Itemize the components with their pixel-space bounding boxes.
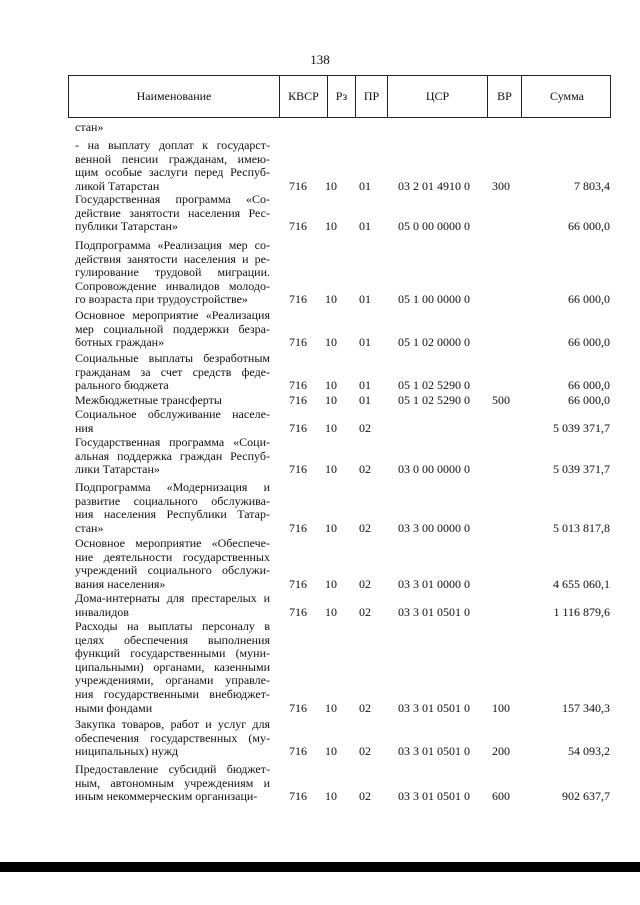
row-name-line: Основное мероприятие «Реализация <box>75 309 270 322</box>
row-name-line: венной пенсии гражданам, имею- <box>75 152 270 166</box>
row-kvsr: 716 <box>289 744 307 759</box>
row-kvsr: 716 <box>289 378 307 393</box>
row-rz: 10 <box>325 178 337 193</box>
row-rz: 10 <box>325 420 337 435</box>
row-name-line: ципальными) органами, казенными <box>75 660 270 674</box>
row-vr: 300 <box>492 178 510 193</box>
row-rz: 10 <box>325 292 337 307</box>
row-sum: 66 000,0 <box>568 292 610 307</box>
row-kvsr: 716 <box>289 520 307 535</box>
row-name-line: ния <box>75 420 94 435</box>
row-vr: 200 <box>492 744 510 759</box>
row-name-line: Сопровождение инвалидов молодо- <box>75 279 270 293</box>
header-pr: ПР <box>355 76 387 117</box>
row-csr: 03 3 01 0501 0 <box>398 700 470 715</box>
row-kvsr: 716 <box>289 393 307 407</box>
row-name <box>75 620 270 715</box>
row-name <box>75 121 270 135</box>
row-name-line: Социальные выплаты безработным <box>75 352 270 365</box>
row-name <box>75 139 270 193</box>
row-pr: 02 <box>359 420 371 435</box>
row-name <box>75 394 270 408</box>
header-name: Наименование <box>136 89 212 103</box>
row-rz: 10 <box>325 462 337 477</box>
row-name <box>75 239 270 307</box>
row-rz: 10 <box>325 520 337 535</box>
header-csr: ЦСР <box>387 76 487 117</box>
row-pr: 02 <box>359 520 371 535</box>
row-csr: 03 3 00 0000 0 <box>398 520 470 535</box>
row-rz: 10 <box>325 744 337 759</box>
row-csr: 05 0 00 0000 0 <box>398 219 470 234</box>
row-name-line: гражданам за счет средств феде- <box>75 365 270 379</box>
row-sum: 66 000,0 <box>568 335 610 350</box>
row-vr: 100 <box>492 700 510 715</box>
row-pr: 01 <box>359 219 371 234</box>
row-kvsr: 716 <box>289 462 307 477</box>
row-name-line: Межбюджетные трансферты <box>75 393 222 407</box>
row-name-line: ными фондами <box>75 700 153 715</box>
row-sum: 1 116 879,6 <box>553 604 610 619</box>
row-name-line: щим особые заслуги перед Респуб- <box>75 166 270 180</box>
row-sum: 54 093,2 <box>568 744 610 759</box>
row-pr: 01 <box>359 393 371 407</box>
row-sum: 5 013 817,8 <box>553 520 610 535</box>
row-name-line: стан» <box>75 520 104 535</box>
row-kvsr: 716 <box>289 178 307 193</box>
row-name-line: Социальное обслуживание населе- <box>75 408 270 421</box>
row-name-line: рального бюджета <box>75 378 169 393</box>
header-sum: Сумма <box>521 76 612 117</box>
row-name-line: ния государственными внебюджет- <box>75 687 270 701</box>
page-number: 138 <box>310 52 330 67</box>
row-name-line: ликой Татарстан <box>75 178 160 193</box>
row-name-line: гулирование трудовой миграции. <box>75 266 270 280</box>
row-name-line: Расходы на выплаты персоналу в <box>75 620 270 633</box>
row-name-line: публики Татарстан» <box>75 219 178 234</box>
row-name-line: Предоставление субсидий бюджет- <box>75 763 270 776</box>
row-vr: 500 <box>492 393 510 407</box>
row-name-line: ботных граждан» <box>75 335 165 350</box>
row-kvsr: 716 <box>289 335 307 350</box>
row-name-line: иным некоммерческим организаци- <box>75 789 258 804</box>
row-rz: 10 <box>325 604 337 619</box>
row-kvsr: 716 <box>289 604 307 619</box>
row-name <box>75 537 270 591</box>
row-kvsr: 716 <box>289 576 307 591</box>
row-rz: 10 <box>325 335 337 350</box>
row-name-line: альная поддержка граждан Респуб- <box>75 449 270 463</box>
row-pr: 01 <box>359 178 371 193</box>
row-pr: 02 <box>359 744 371 759</box>
row-kvsr: 716 <box>289 789 307 804</box>
row-pr: 01 <box>359 335 371 350</box>
row-csr: 05 1 00 0000 0 <box>398 292 470 307</box>
row-sum: 157 340,3 <box>562 700 610 715</box>
row-sum: 66 000,0 <box>568 393 610 407</box>
row-sum: 66 000,0 <box>568 219 610 234</box>
row-name <box>75 408 270 435</box>
row-pr: 02 <box>359 462 371 477</box>
row-name-line: целях обеспечения выполнения <box>75 633 270 647</box>
row-name-line: го возраста при трудоустройстве» <box>75 292 248 307</box>
row-sum: 5 039 371,7 <box>553 420 610 435</box>
row-name <box>75 436 270 477</box>
row-name-line: развитие социального обслужива- <box>75 494 270 508</box>
row-name-line: действие занятости населения Рес- <box>75 206 270 220</box>
header-rz: Рз <box>327 76 355 117</box>
row-name-line: инвалидов <box>75 604 129 619</box>
row-sum: 4 655 060,1 <box>553 576 610 591</box>
header-vr: ВР <box>487 76 521 117</box>
row-pr: 02 <box>359 604 371 619</box>
row-vr: 600 <box>492 789 510 804</box>
row-kvsr: 716 <box>289 292 307 307</box>
row-csr: 05 1 02 0000 0 <box>398 335 470 350</box>
row-kvsr: 716 <box>289 219 307 234</box>
row-kvsr: 716 <box>289 700 307 715</box>
row-sum: 66 000,0 <box>568 378 610 393</box>
row-rz: 10 <box>325 393 337 407</box>
row-name-line: лики Татарстан» <box>75 462 160 477</box>
row-name-line: ния населения Республики Татар- <box>75 508 270 522</box>
row-rz: 10 <box>325 378 337 393</box>
row-csr: 05 1 02 5290 0 <box>398 378 470 393</box>
row-pr: 01 <box>359 292 371 307</box>
row-sum: 7 803,4 <box>574 178 610 193</box>
row-name <box>75 309 270 350</box>
row-csr: 03 3 01 0501 0 <box>398 789 470 804</box>
row-rz: 10 <box>325 219 337 234</box>
header-kvsr: КВСР <box>279 76 327 117</box>
row-name <box>75 592 270 619</box>
row-name <box>75 481 270 535</box>
row-name <box>75 718 270 759</box>
row-csr: 03 3 01 0501 0 <box>398 604 470 619</box>
row-name-line: Подпрограмма «Реализация мер со- <box>75 239 270 252</box>
row-name-line: Государственная программа «Со- <box>75 193 270 206</box>
scan-edge-bar <box>0 862 640 872</box>
row-name-line: мер социальной поддержки безра- <box>75 322 270 336</box>
row-name-line: Закупка товаров, работ и услуг для <box>75 718 270 731</box>
row-name-line: обеспечения государственных (му- <box>75 731 270 745</box>
row-name-line: ние деятельности государственных <box>75 550 270 564</box>
row-csr: 05 1 02 5290 0 <box>398 393 470 407</box>
row-name-line: действия занятости населения и ре- <box>75 252 270 266</box>
row-name-line: стан» <box>75 120 104 134</box>
row-name-line: ниципальных) нужд <box>75 744 179 759</box>
row-name-line: ным, автономным учреждениям и <box>75 776 270 790</box>
row-name-line: учреждениями, органами управле- <box>75 674 270 688</box>
row-csr: 03 0 00 0000 0 <box>398 462 470 477</box>
row-rz: 10 <box>325 789 337 804</box>
row-name-line: функций государственными (муни- <box>75 647 270 661</box>
row-pr: 02 <box>359 789 371 804</box>
row-sum: 5 039 371,7 <box>553 462 610 477</box>
row-pr: 01 <box>359 378 371 393</box>
row-rz: 10 <box>325 576 337 591</box>
row-kvsr: 716 <box>289 420 307 435</box>
row-name <box>75 193 270 234</box>
row-name-line: Основное мероприятие «Обеспече- <box>75 537 270 550</box>
row-name-line: Подпрограмма «Модернизация и <box>75 481 270 494</box>
row-name-line: - на выплату доплат к государст- <box>75 139 270 152</box>
row-name-line: вания населения» <box>75 576 166 591</box>
row-name <box>75 763 270 804</box>
row-pr: 02 <box>359 576 371 591</box>
row-csr: 03 3 01 0000 0 <box>398 576 470 591</box>
row-name-line: учреждений социального обслужи- <box>75 564 270 578</box>
row-name-line: Дома-интернаты для престарелых и <box>75 592 270 605</box>
row-csr: 03 3 01 0501 0 <box>398 744 470 759</box>
row-name <box>75 352 270 393</box>
row-rz: 10 <box>325 700 337 715</box>
row-sum: 902 637,7 <box>562 789 610 804</box>
row-name-line: Государственная программа «Соци- <box>75 436 270 449</box>
row-pr: 02 <box>359 700 371 715</box>
row-csr: 03 2 01 4910 0 <box>398 178 470 193</box>
